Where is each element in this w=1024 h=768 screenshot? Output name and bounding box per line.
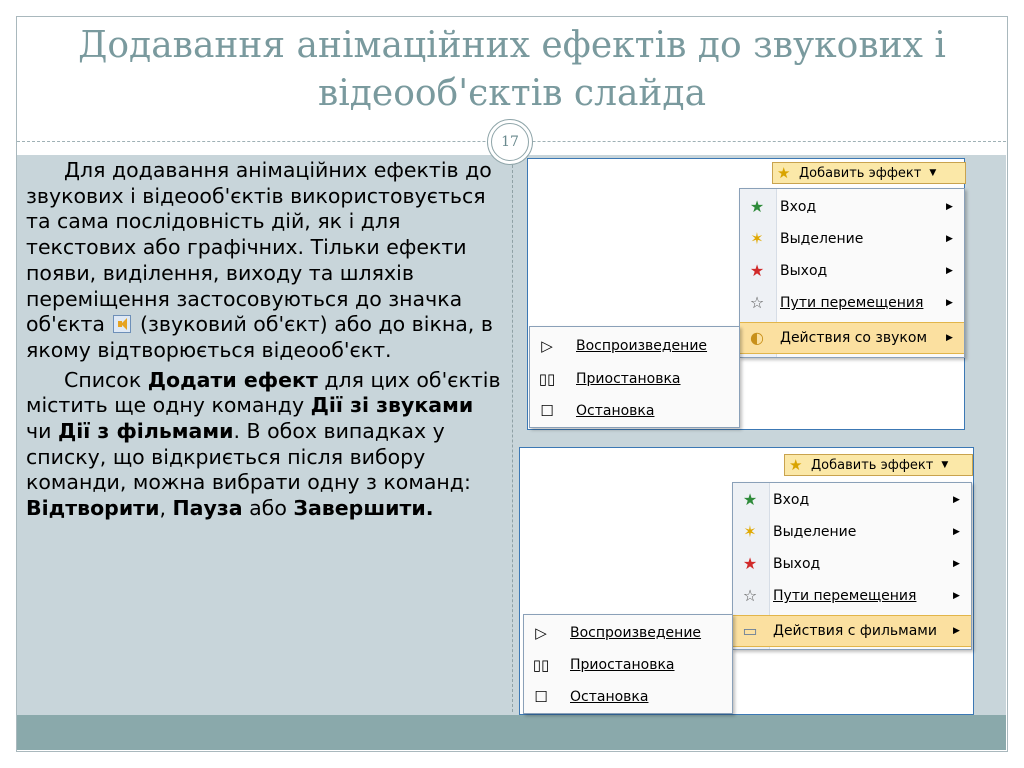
- menu-item-label: Пути перемещения: [780, 295, 924, 311]
- add-effect-button[interactable]: [772, 162, 966, 184]
- submenu-item-label: Остановка: [576, 403, 655, 419]
- entrance-star-icon: ★: [742, 490, 758, 509]
- p2-text-a: Список: [64, 367, 148, 392]
- submenu-arrow-icon: ▶: [946, 234, 953, 244]
- menu-item-label: Вход: [773, 492, 810, 508]
- play-icon: ▷: [541, 337, 553, 355]
- effect-menu: [739, 188, 965, 358]
- add-effect-star-icon: ★: [789, 456, 803, 474]
- dropdown-arrow-icon: ▼: [941, 460, 949, 470]
- submenu-item-stop[interactable]: [524, 681, 732, 713]
- menu-item-label: Выход: [773, 556, 821, 572]
- paragraph-2: [26, 368, 504, 522]
- play-icon: ▷: [535, 624, 547, 642]
- stop-icon: ☐: [540, 402, 554, 420]
- menu-item-label: Пути перемещения: [773, 588, 917, 604]
- submenu-item-label: Приостановка: [570, 657, 675, 673]
- emphasis-star-icon: ✶: [743, 522, 757, 541]
- add-effect-button[interactable]: [784, 454, 973, 476]
- menu-item-motion-paths[interactable]: [733, 580, 971, 612]
- footer-bar: [17, 715, 1006, 750]
- emphasis-star-icon: ✶: [750, 229, 764, 248]
- p2-text-k: або: [242, 496, 294, 521]
- menu-item-entrance[interactable]: [740, 191, 964, 223]
- menu-item-label: Действия со звуком: [780, 330, 927, 346]
- submenu-item-label: Приостановка: [576, 371, 681, 387]
- submenu-arrow-icon: ▶: [946, 202, 953, 212]
- menu-item-label: Выделение: [773, 524, 857, 540]
- pause-icon: ▯▯: [532, 656, 550, 674]
- menu-item-exit[interactable]: [740, 255, 964, 287]
- movie-icon: ▭: [742, 621, 758, 640]
- p2-bold-movie-actions: Дії з фільмами: [57, 419, 234, 444]
- submenu-arrow-icon: ▶: [953, 626, 960, 636]
- submenu-arrow-icon: ▶: [953, 559, 960, 569]
- pause-icon: ▯▯: [538, 370, 556, 388]
- screenshot-sound-actions: [527, 158, 965, 430]
- submenu-item-stop[interactable]: [530, 395, 739, 427]
- menu-item-movie-actions[interactable]: [733, 615, 971, 647]
- submenu-item-pause[interactable]: [524, 649, 732, 681]
- menu-item-emphasis[interactable]: [740, 223, 964, 255]
- effect-menu: [732, 482, 972, 650]
- menu-item-exit[interactable]: [733, 548, 971, 580]
- screenshot-movie-actions: [519, 447, 974, 715]
- submenu-item-pause[interactable]: [530, 363, 739, 395]
- submenu-item-label: Воспроизведение: [576, 338, 708, 354]
- menu-item-label: Действия с фильмами: [773, 623, 937, 639]
- p2-text-e: чи: [26, 419, 58, 444]
- menu-item-motion-paths[interactable]: [740, 287, 964, 319]
- submenu-arrow-icon: ▶: [946, 333, 953, 343]
- submenu-item-play[interactable]: [530, 330, 739, 362]
- add-effect-label: Добавить эффект: [799, 165, 922, 181]
- menu-item-sound-actions[interactable]: [740, 322, 964, 354]
- movie-submenu: [523, 614, 733, 714]
- submenu-item-play[interactable]: [524, 617, 732, 649]
- p2-text-i: ,: [159, 496, 173, 521]
- add-effect-label: Добавить эффект: [811, 457, 934, 473]
- menu-item-entrance[interactable]: [733, 484, 971, 516]
- motion-path-star-icon: ☆: [742, 586, 758, 605]
- p1-text-b: (звуковий об'єкт) або до вікна, в якому відтворюється відеооб'єкт.: [26, 312, 493, 362]
- body-text: [26, 158, 504, 526]
- submenu-item-label: Остановка: [570, 689, 649, 705]
- speaker-icon: [113, 315, 131, 333]
- p1-text-a: Для додавання анімаційних ефектів до звукових і відеооб'єктів використовується та сама послідовність дій, як і для текстових або графічних. Тільки ефекти появи, виділення, виходу та шляхів переміщення застосовуються до значка об'єкта: [26, 158, 492, 337]
- title-line-2: відеооб'єктів слайда: [317, 73, 707, 114]
- menu-item-emphasis[interactable]: [733, 516, 971, 548]
- p2-text-c: для цих об'єктів містить ще одну команду: [26, 367, 501, 418]
- stop-icon: ☐: [534, 688, 548, 706]
- menu-item-label: Вход: [780, 199, 817, 215]
- p2-bold-pause: Пауза: [172, 496, 243, 521]
- submenu-arrow-icon: ▶: [946, 266, 953, 276]
- submenu-arrow-icon: ▶: [953, 495, 960, 505]
- p2-text-g: . В обох випадках у списку, що відкриється після вибору команди, можна вибрати одну з команд:: [26, 419, 471, 495]
- submenu-item-label: Воспроизведение: [570, 625, 702, 641]
- submenu-arrow-icon: ▶: [953, 527, 960, 537]
- p2-bold-add-effect: Додати ефект: [147, 367, 318, 392]
- p2-bold-sound-actions: Дії зі звуками: [310, 393, 474, 418]
- column-divider: [512, 160, 513, 712]
- page-number: 17: [501, 134, 519, 150]
- dropdown-arrow-icon: ▼: [929, 168, 937, 178]
- submenu-arrow-icon: ▶: [946, 298, 953, 308]
- exit-star-icon: ★: [749, 261, 765, 280]
- p2-bold-play: Відтворити: [26, 496, 160, 521]
- sound-submenu: [529, 326, 740, 428]
- menu-item-label: Выход: [780, 263, 828, 279]
- title-line-1: Додавання анімаційних ефектів до звукових і: [78, 25, 946, 66]
- paragraph-1: [26, 158, 504, 364]
- motion-path-star-icon: ☆: [749, 293, 765, 312]
- menu-item-label: Выделение: [780, 231, 864, 247]
- add-effect-star-icon: ★: [777, 164, 791, 182]
- p2-bold-stop: Завершити.: [293, 496, 434, 521]
- sound-icon: ◐: [750, 328, 764, 347]
- exit-star-icon: ★: [742, 554, 758, 573]
- entrance-star-icon: ★: [749, 197, 765, 216]
- submenu-arrow-icon: ▶: [953, 591, 960, 601]
